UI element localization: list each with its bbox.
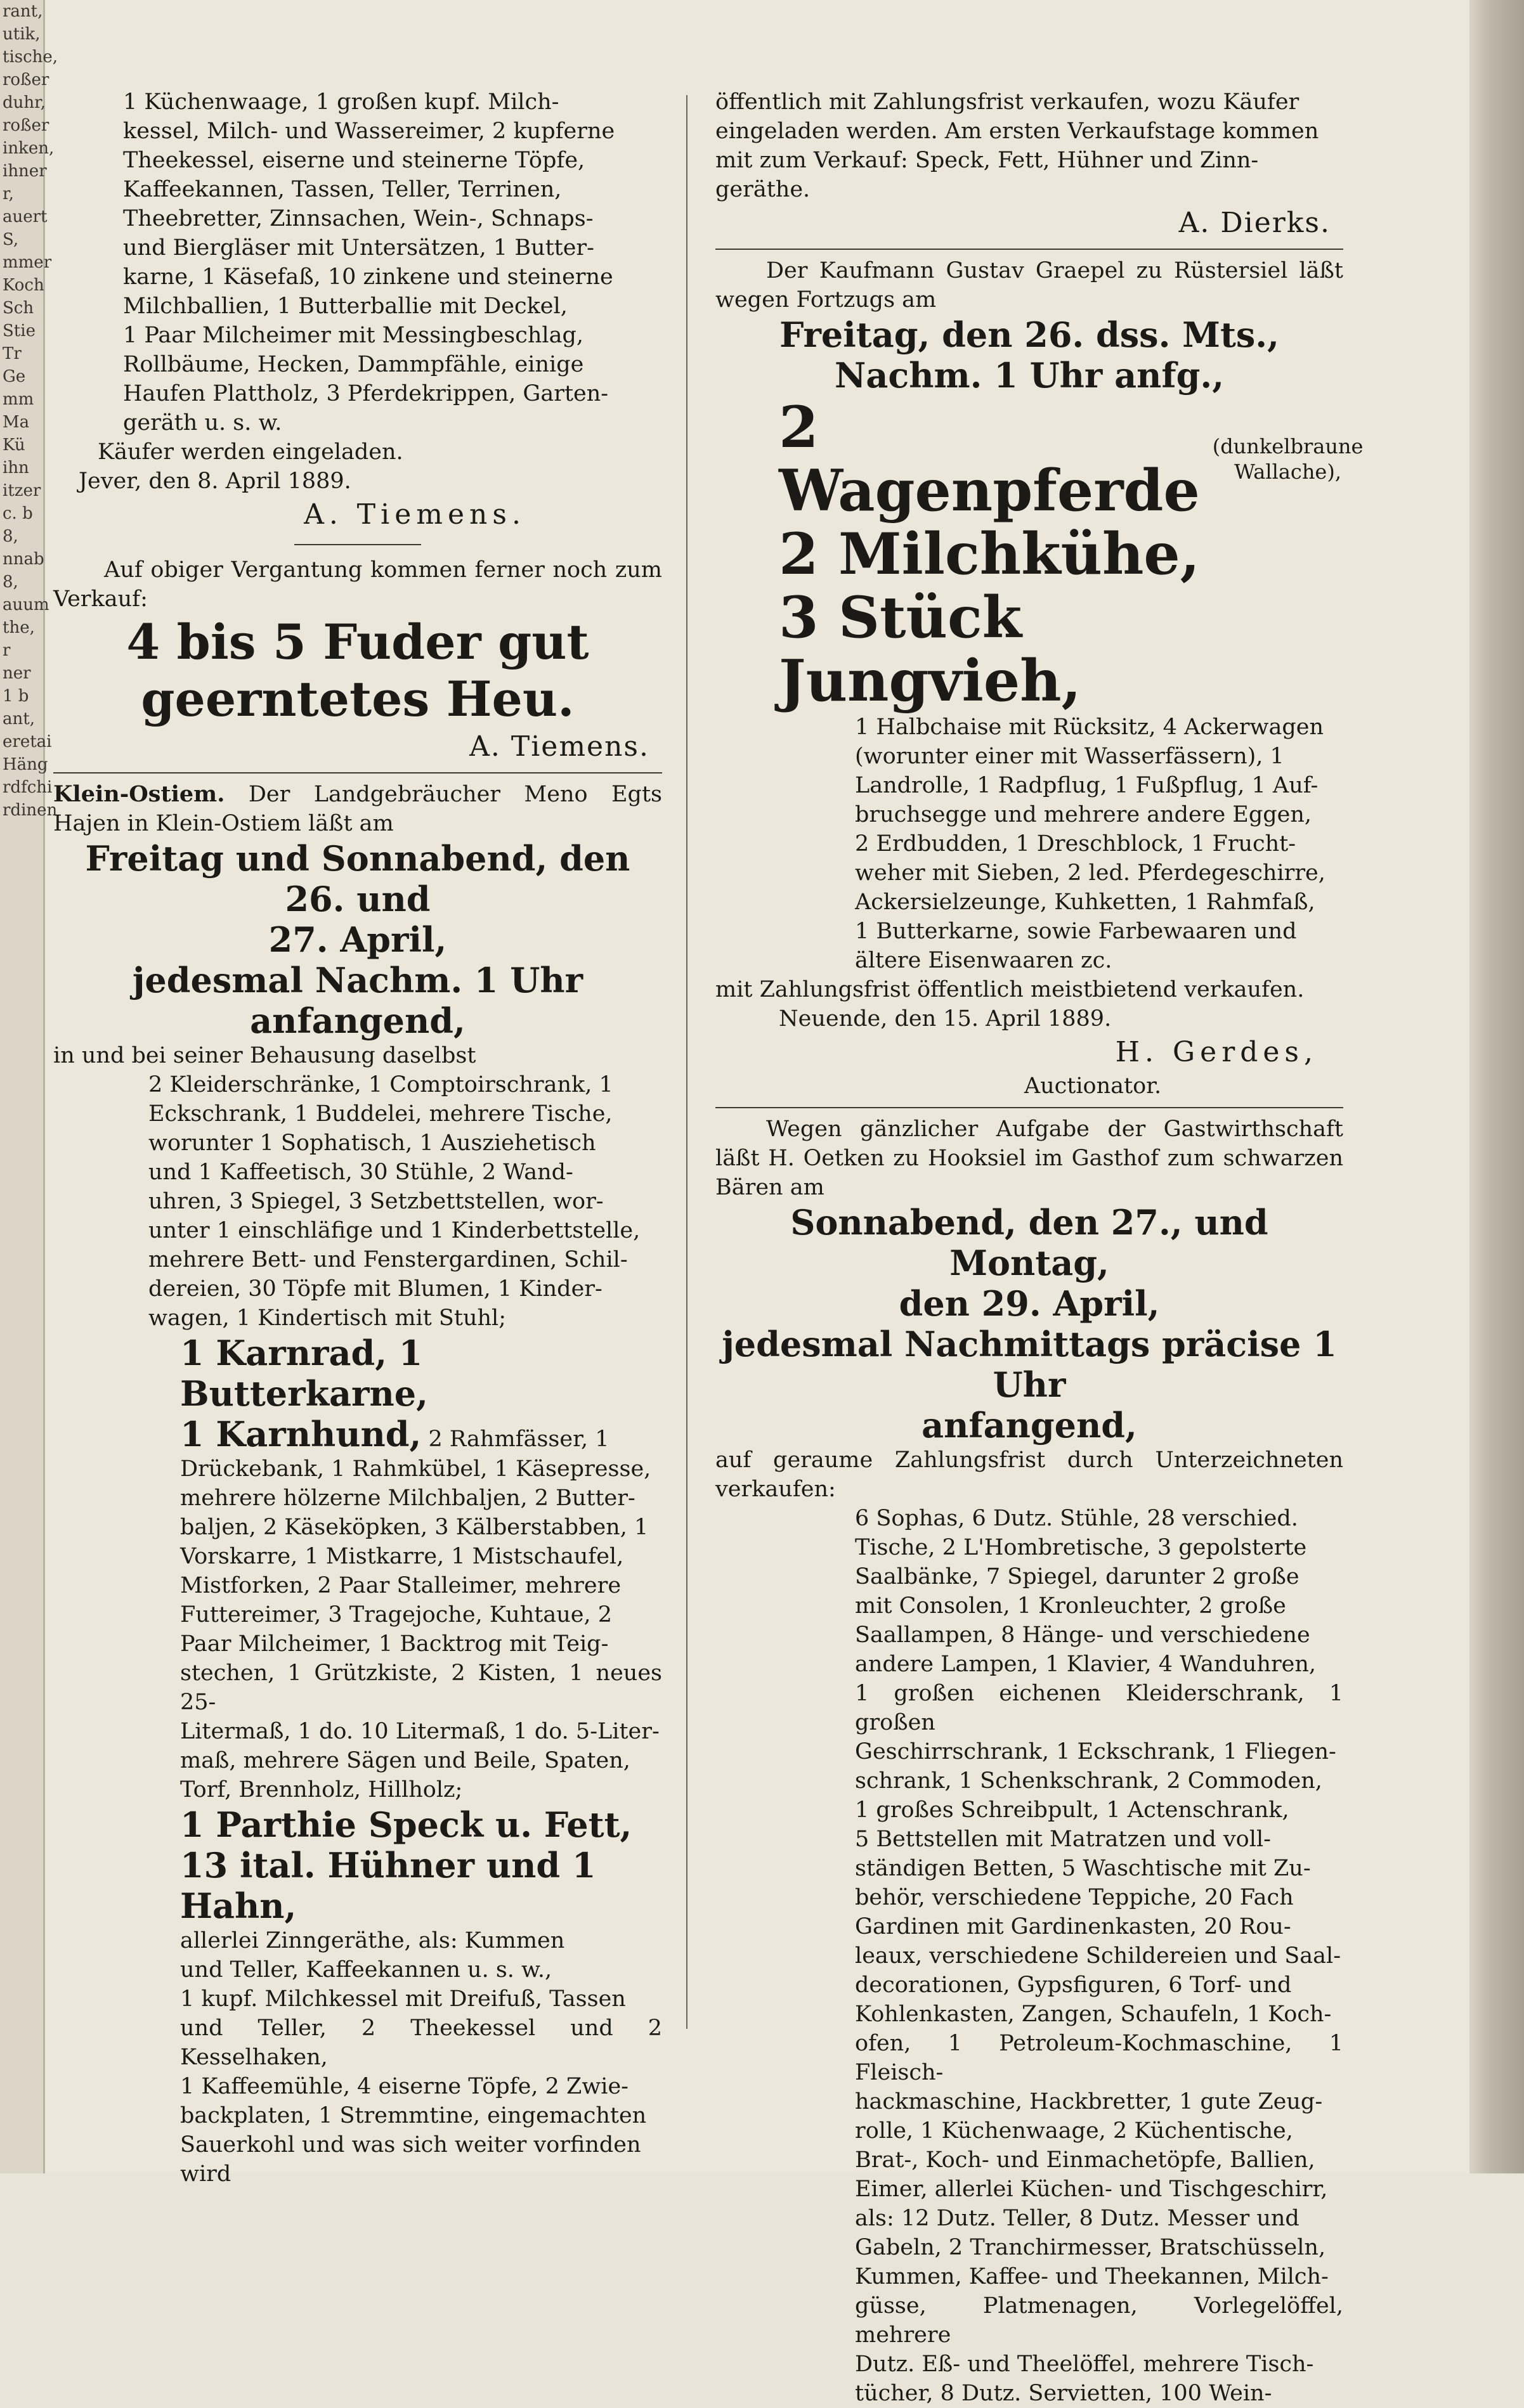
text-line: Litermaß, 1 do. 10 Litermaß, 1 do. 5-Liter- — [180, 1719, 660, 1744]
auction-date-1: Freitag und Sonnabend, den 26. und — [85, 838, 630, 919]
text-line: Dutz. Eß- und Theelöffel, mehrere Tisch- — [855, 2352, 1314, 2377]
text-line: 1 Halbchaise mit Rücksitz, 4 Ackerwagen — [855, 715, 1324, 740]
text-line: kessel, Milch- und Wassereimer, 2 kupferne — [123, 119, 615, 144]
text-line: und 1 Kaffeetisch, 30 Stühle, 2 Wand- — [148, 1160, 573, 1185]
text-line: 1 Kaffeemühle, 4 eiserne Töpfe, 2 Zwie- — [180, 2074, 629, 2099]
column-divider — [686, 95, 687, 2029]
text-line: roßer — [3, 70, 49, 89]
text-line: S, — [3, 230, 19, 249]
text-line: Tische, 2 L'Hombretische, 3 gepolsterte — [855, 1535, 1307, 1560]
text-line: Sch — [3, 299, 34, 318]
text-line: stechen, 1 Grützkiste, 2 Kisten, 1 neues 25- — [180, 1660, 662, 1715]
text-line: rdinen — [3, 801, 58, 820]
text-line: mmer — [3, 253, 52, 272]
text-line: inken, — [3, 139, 55, 158]
text-line: mit Consolen, 1 Kronleuchter, 2 große — [855, 1593, 1286, 1619]
auction-date-2: den 29. April, — [899, 1283, 1160, 1324]
separator — [715, 249, 1343, 250]
horses-note: (dunkelbraune Wallache), — [1212, 434, 1364, 484]
text-line: (worunter einer mit Wasserfässern), 1 — [855, 744, 1284, 769]
signature: H. Gerdes, — [1115, 1036, 1318, 1068]
text-line: Saalbänke, 7 Spiegel, darunter 2 große — [855, 1564, 1299, 1589]
text-line: tische, — [3, 48, 58, 67]
ad-dierks-continued — [715, 87, 1343, 242]
text-line: wird — [180, 2161, 231, 2187]
ad-oetken-auction — [715, 1115, 1343, 2408]
text-line: tücher, 8 Dutz. Servietten, 100 Wein- — [855, 2381, 1272, 2406]
right-column — [715, 87, 1364, 2408]
text-line: mit zum Verkauf: Speck, Fett, Hühner und Zinn- — [715, 148, 1259, 173]
text-line: Rollbäume, Hecken, Dammpfähle, einige — [123, 352, 584, 377]
text-line: Stie — [3, 321, 36, 340]
text-line: roßer — [3, 116, 49, 135]
text-line: duhr, — [3, 93, 46, 112]
text-line: Milchballien, 1 Butterballie mit Deckel, — [123, 294, 568, 319]
signature: A. Tiemens. — [469, 730, 649, 763]
text-line: backplaten, 1 Stremmtine, eingemachten — [180, 2103, 647, 2128]
item-list — [715, 1504, 1343, 2408]
text-line: als: 12 Dutz. Teller, 8 Dutz. Messer und — [855, 2206, 1299, 2231]
place-date: Jever, den 8. April 1889. — [79, 469, 351, 494]
bold-items-4: 13 ital. Hühner und 1 — [180, 1845, 596, 1886]
text-line: behör, verschiedene Teppiche, 20 Fach — [855, 1885, 1294, 1910]
bold-items-5: Hahn, — [180, 1886, 297, 1926]
headline-horses: 2 Wagenpferde — [779, 394, 1200, 524]
text-line: the, — [3, 618, 35, 637]
item-list-2-first: 2 Rahmfässer, 1 — [428, 1427, 609, 1452]
text-line: Sauerkohl und was sich weiter vorfinden — [180, 2132, 641, 2158]
hay-headline-1: 4 bis 5 Fuder gut — [126, 614, 589, 670]
signature: A. Tiemens. — [304, 498, 526, 531]
text-line: mm — [3, 390, 34, 409]
text-line: 1 kupf. Milchkessel mit Dreifuß, Tassen — [180, 1986, 626, 2012]
text-line: 6 Sophas, 6 Dutz. Stühle, 28 verschied. — [855, 1506, 1298, 1531]
item-list-3 — [53, 1926, 662, 2189]
separator — [715, 1107, 1343, 1108]
text-line: nnab — [3, 550, 44, 569]
text-line: Landrolle, 1 Radpflug, 1 Fußpflug, 1 Auf- — [855, 773, 1319, 798]
text-line: ältere Eisenwaaren zc. — [855, 948, 1112, 973]
hay-headline-2: geerntetes Heu. — [141, 671, 575, 727]
text-line: geräth u. s. w. — [123, 410, 282, 436]
text-line: Kohlenkasten, Zangen, Schaufeln, 1 Koch- — [855, 2002, 1332, 2027]
separator — [294, 544, 421, 545]
auction-time-2: anfangend, — [922, 1405, 1137, 1446]
text-line: Koch — [3, 276, 44, 295]
text-line: rolle, 1 Küchenwaage, 2 Küchentische, — [855, 2118, 1293, 2144]
ad-hajen-auction — [53, 780, 662, 2189]
text-line: Geschirrschrank, 1 Eckschrank, 1 Fliegen- — [855, 1739, 1336, 1764]
text-line: Vorskarre, 1 Mistkarre, 1 Mistschaufel, — [180, 1544, 624, 1569]
text-line: Saallampen, 8 Hänge- und verschiedene — [855, 1622, 1310, 1648]
text-line: Tr — [3, 344, 22, 363]
text-line: 1 Butterkarne, sowie Farbewaaren und — [855, 919, 1297, 944]
text-line: wagen, 1 Kindertisch mit Stuhl; — [148, 1305, 507, 1331]
text-line: r — [3, 641, 11, 660]
text-line: ofen, 1 Petroleum-Kochmaschine, 1 Fleisch- — [855, 2031, 1343, 2085]
text-line: Theekessel, eiserne und steinerne Töpfe, — [123, 148, 585, 173]
ad-intro: Der Landgebräucher Meno Egts Hajen in Klein-Ostiem läßt am — [53, 782, 662, 836]
text-line: Gardinen mit Gardinenkasten, 20 Rou- — [855, 1914, 1291, 1939]
text-line: 8, — [3, 573, 18, 592]
buyers-invited: Käufer werden eingeladen. — [98, 439, 403, 465]
auction-date: Freitag, den 26. dss. Mts., — [779, 314, 1279, 355]
text-line: andere Lampen, 1 Klavier, 4 Wanduhren, — [855, 1652, 1317, 1677]
text-line: r, — [3, 184, 14, 204]
text-line: Ackersielzeunge, Kuhketten, 1 Rahmfaß, — [855, 890, 1315, 915]
addendum-text: Auf obiger Vergantung kommen ferner noch zum Verkauf: — [53, 557, 662, 612]
text-line: 8, — [3, 527, 18, 546]
text-line: Ma — [3, 413, 30, 432]
text-line: und Biergläser mit Untersätzen, 1 Butter- — [123, 235, 594, 261]
text-line: 2 Erdbudden, 1 Dreschblock, 1 Frucht- — [855, 831, 1296, 857]
auction-location: in und bei seiner Behausung daselbst — [53, 1043, 476, 1068]
text-line: Torf, Brennholz, Hillholz; — [180, 1777, 463, 1803]
text-line: unter 1 einschläfige und 1 Kinderbettstelle, — [148, 1218, 641, 1243]
signer-role: Auctionator. — [1024, 1073, 1162, 1099]
text-line: auum — [3, 595, 49, 614]
text-line: Eimer, allerlei Küchen- und Tischgeschirr, — [855, 2177, 1328, 2202]
text-line: und Teller, Kaffeekannen u. s. w., — [180, 1957, 552, 1983]
text-line: utik, — [3, 25, 41, 44]
text-line: Haufen Plattholz, 3 Pferdekrippen, Garten- — [123, 381, 609, 406]
signature: A. Dierks. — [1178, 207, 1331, 239]
left-column — [53, 87, 662, 2189]
auction-time: Nachm. 1 Uhr anfg., — [834, 355, 1225, 396]
text-line: Mistforken, 2 Paar Stalleimer, mehrere — [180, 1573, 622, 1598]
text-line: mehrere hölzerne Milchbaljen, 2 Butter- — [180, 1486, 635, 1511]
text-line: ant, — [3, 709, 35, 728]
item-list-2 — [53, 1454, 662, 1804]
text-line: karne, 1 Käsefaß, 10 zinkene und steinerne — [123, 264, 613, 290]
auction-date-2: 27. April, — [268, 919, 447, 960]
text-line: 1 b — [3, 687, 29, 706]
item-list — [715, 713, 1343, 975]
text-line: Theebretter, Zinnsachen, Wein-, Schnaps- — [123, 206, 594, 231]
text-line: bruchsegge und mehrere andere Eggen, — [855, 802, 1312, 827]
text-line: itzer — [3, 481, 41, 500]
previous-page-fragments — [1, 0, 58, 822]
text-line: eretai — [3, 732, 52, 751]
text-line: Futtereimer, 3 Tragejoche, Kuhtaue, 2 — [180, 1602, 612, 1628]
text-line: maß, mehrere Sägen und Beile, Spaten, — [180, 1748, 630, 1773]
auction-time-1: jedesmal Nachmittags präcise 1 Uhr — [722, 1324, 1337, 1405]
text-line: leaux, verschiedene Schildereien und Saal- — [855, 1943, 1341, 1969]
page-binding-edge — [1469, 0, 1524, 2173]
text-line: ihner — [3, 162, 47, 181]
text-line: güsse, Platmenagen, Vorlegelöffel, mehrere — [855, 2293, 1343, 2348]
text-line: 5 Bettstellen mit Matratzen und voll- — [855, 1827, 1271, 1852]
text-line: c. b — [3, 504, 33, 523]
text-line: Kaffeekannen, Tassen, Teller, Terrinen, — [123, 177, 562, 202]
text-line: Kü — [3, 436, 25, 455]
text-line: Brat-, Koch- und Einmachetöpfe, Ballien, — [855, 2147, 1315, 2173]
text-line: ner — [3, 664, 31, 683]
text-line: geräthe. — [715, 177, 811, 202]
text-line: 1 großen eichenen Kleiderschrank, 1 großen — [855, 1681, 1343, 1735]
text-line: ständigen Betten, 5 Waschtische mit Zu- — [855, 1856, 1311, 1881]
text-line: ihn — [3, 458, 29, 477]
text-line: eingeladen werden. Am ersten Verkaufstage kommen — [715, 119, 1319, 144]
text-line: decorationen, Gypsfiguren, 6 Torf- und — [855, 1972, 1292, 1998]
text-line: 2 Kleiderschränke, 1 Comptoirschrank, 1 — [148, 1072, 613, 1097]
headline-young-cattle: 3 Stück Jungvieh, — [779, 584, 1081, 715]
bold-items-1: 1 Karnrad, 1 Butterkarne, — [180, 1333, 428, 1414]
place-date: Neuende, den 15. April 1889. — [779, 1006, 1112, 1032]
ad-intro: Wegen gänzlicher Aufgabe der Gastwirthschaft läßt H. Oetken zu Hooksiel im Gasthof zum schwarzen Bären am — [715, 1117, 1343, 1200]
text-line: Paar Milcheimer, 1 Backtrog mit Teig- — [180, 1631, 609, 1657]
sale-terms: mit Zahlungsfrist öffentlich meistbietend verkaufen. — [715, 977, 1305, 1002]
ad-intro: Der Kaufmann Gustav Graepel zu Rüstersiel läßt wegen Fortzugs am — [715, 258, 1343, 313]
bold-items-2: 1 Karnhund, — [180, 1414, 422, 1454]
text-line: öffentlich mit Zahlungsfrist verkaufen, wozu Käufer — [715, 89, 1299, 115]
separator — [53, 772, 662, 774]
auction-date-1: Sonnabend, den 27., und Montag, — [790, 1202, 1268, 1283]
text-line: weher mit Sieben, 2 led. Pferdegeschirre, — [855, 860, 1325, 886]
text-line: auert — [3, 207, 48, 226]
text-line: uhren, 3 Spiegel, 3 Setzbettstellen, wor- — [148, 1189, 604, 1214]
text-line: 1 Küchenwaage, 1 großen kupf. Milch- — [123, 89, 559, 115]
text-line: Häng — [3, 755, 48, 774]
ad-tiemens-auction — [53, 87, 662, 534]
text-line: Drückebank, 1 Rahmkübel, 1 Käsepresse, — [180, 1456, 651, 1482]
place-name: Klein-Ostiem. — [53, 781, 225, 807]
ad-hay-addendum — [53, 555, 662, 766]
text-line: allerlei Zinngeräthe, als: Kummen — [180, 1928, 565, 1953]
text-line: Eckschrank, 1 Buddelei, mehrere Tische, — [148, 1101, 613, 1127]
text-line: dereien, 30 Töpfe mit Blumen, 1 Kinder- — [148, 1276, 602, 1302]
text-line: 1 großes Schreibpult, 1 Actenschrank, — [855, 1797, 1289, 1823]
ad-graepel-auction — [715, 256, 1364, 1101]
text-line: schrank, 1 Schenkschrank, 2 Commoden, — [855, 1768, 1322, 1794]
previous-page-edge — [0, 0, 58, 2173]
text-line: Kummen, Kaffee- und Theekannen, Milch- — [855, 2264, 1329, 2289]
text-line: rdfchi — [3, 778, 53, 797]
text-line: 1 Paar Milcheimer mit Messingbeschlag, — [123, 323, 583, 348]
text-line: Ge — [3, 367, 26, 386]
ad-text — [715, 87, 1343, 204]
text-line: Gabeln, 2 Tranchirmesser, Bratschüsseln, — [855, 2235, 1326, 2260]
text-line: mehrere Bett- und Fenstergardinen, Schil- — [148, 1247, 628, 1272]
sale-terms: auf geraume Zahlungsfrist durch Unterzeichneten verkaufen: — [715, 1447, 1343, 1502]
headline-cows: 2 Milchkühe, — [779, 521, 1201, 588]
text-line: baljen, 2 Käseköpken, 3 Kälberstabben, 1 — [180, 1515, 649, 1540]
bold-items-3: 1 Parthie Speck u. Fett, — [180, 1804, 632, 1845]
auction-time: jedesmal Nachm. 1 Uhr anfangend, — [132, 960, 583, 1041]
text-line: hackmaschine, Hackbretter, 1 gute Zeug- — [855, 2089, 1323, 2114]
item-list-1 — [53, 1070, 662, 1333]
text-line: und Teller, 2 Theekessel und 2 Kesselhaken, — [180, 2016, 662, 2070]
text-line: worunter 1 Sophatisch, 1 Ausziehetisch — [148, 1130, 596, 1156]
ad-item-list — [53, 87, 662, 437]
text-line: rant, — [3, 2, 43, 21]
